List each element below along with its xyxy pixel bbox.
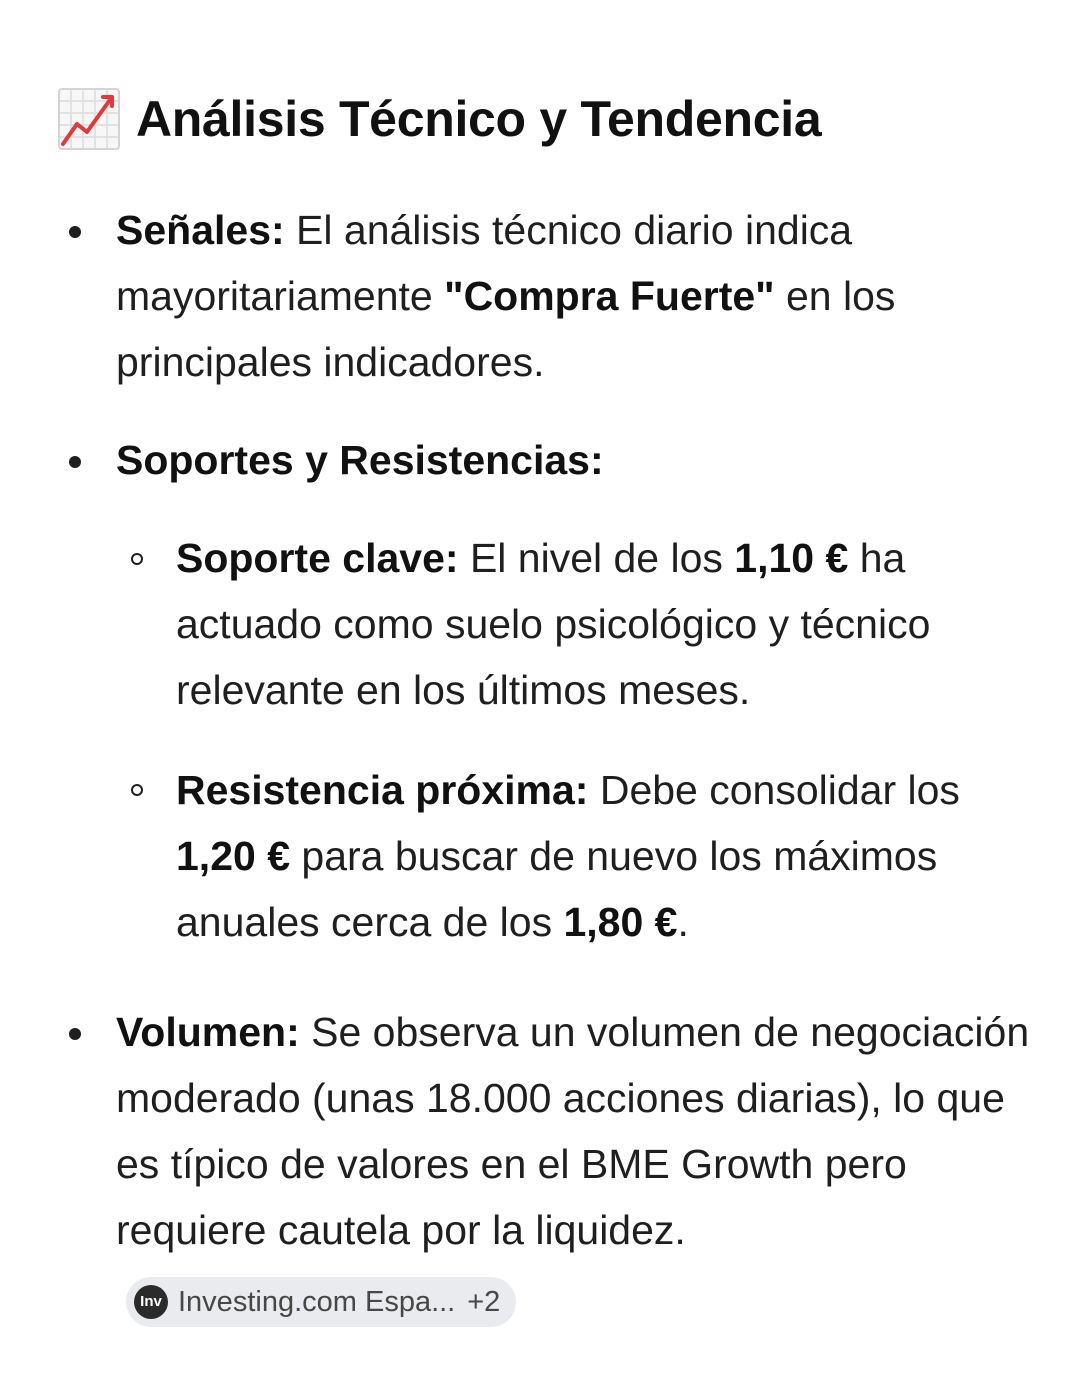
- sub-item-emphasis: 1,10 €: [734, 535, 849, 581]
- sub-item-text: El nivel de los: [458, 535, 735, 581]
- section-heading: [58, 88, 821, 150]
- source-chip-more: +2: [467, 1286, 501, 1318]
- source-chip[interactable]: [126, 1277, 516, 1327]
- sub-item-text: .: [677, 899, 689, 945]
- item-label: Señales:: [116, 207, 285, 253]
- sub-item-emphasis: 1,20 €: [176, 833, 290, 879]
- source-chip-label: Investing.com Espa...: [178, 1286, 456, 1318]
- chart-increasing-icon: [58, 88, 120, 150]
- bullet-icon: [69, 456, 81, 468]
- sub-item-text: ha actuado como suelo psicológico y técnico relevante en los últimos meses.: [176, 535, 931, 713]
- investing-logo-icon: Inv: [134, 1285, 168, 1319]
- list-item-volumen: [116, 999, 1036, 1329]
- item-text: El análisis técnico diario indica mayoritariamente: [116, 207, 853, 319]
- heading-title: Análisis Técnico y Tendencia: [136, 91, 822, 147]
- item-label: Soportes y Resistencias:: [116, 437, 604, 483]
- item-emphasis: "Compra Fuerte": [444, 273, 775, 319]
- sub-item-label: Resistencia próxima:: [176, 767, 589, 813]
- bullet-icon: [69, 1028, 81, 1040]
- sub-item-emphasis: 1,80 €: [563, 899, 678, 945]
- item-text: en los principales indicadores.: [116, 273, 896, 385]
- sub-item-soporte-clave: [176, 525, 1036, 723]
- sub-item-text: Debe consolidar los: [588, 767, 960, 813]
- list-item-senales: [116, 197, 1036, 395]
- sub-bullet-icon: [131, 553, 143, 565]
- item-label: Volumen:: [116, 1009, 300, 1055]
- sub-item-resistencia: [176, 757, 1036, 955]
- sub-bullet-icon: [131, 784, 143, 796]
- item-text: Se observa un volumen de negociación moderado (unas 18.000 acciones diarias), lo que es típico de valores en el BME Growth pero requiere cautela por la liquidez.: [116, 1009, 1030, 1253]
- sub-item-label: Soporte clave:: [176, 535, 459, 581]
- list-item-soportes: [116, 427, 1036, 493]
- bullet-icon: [69, 226, 81, 238]
- sub-item-text: para buscar de nuevo los máximos anuales cerca de los: [176, 833, 938, 945]
